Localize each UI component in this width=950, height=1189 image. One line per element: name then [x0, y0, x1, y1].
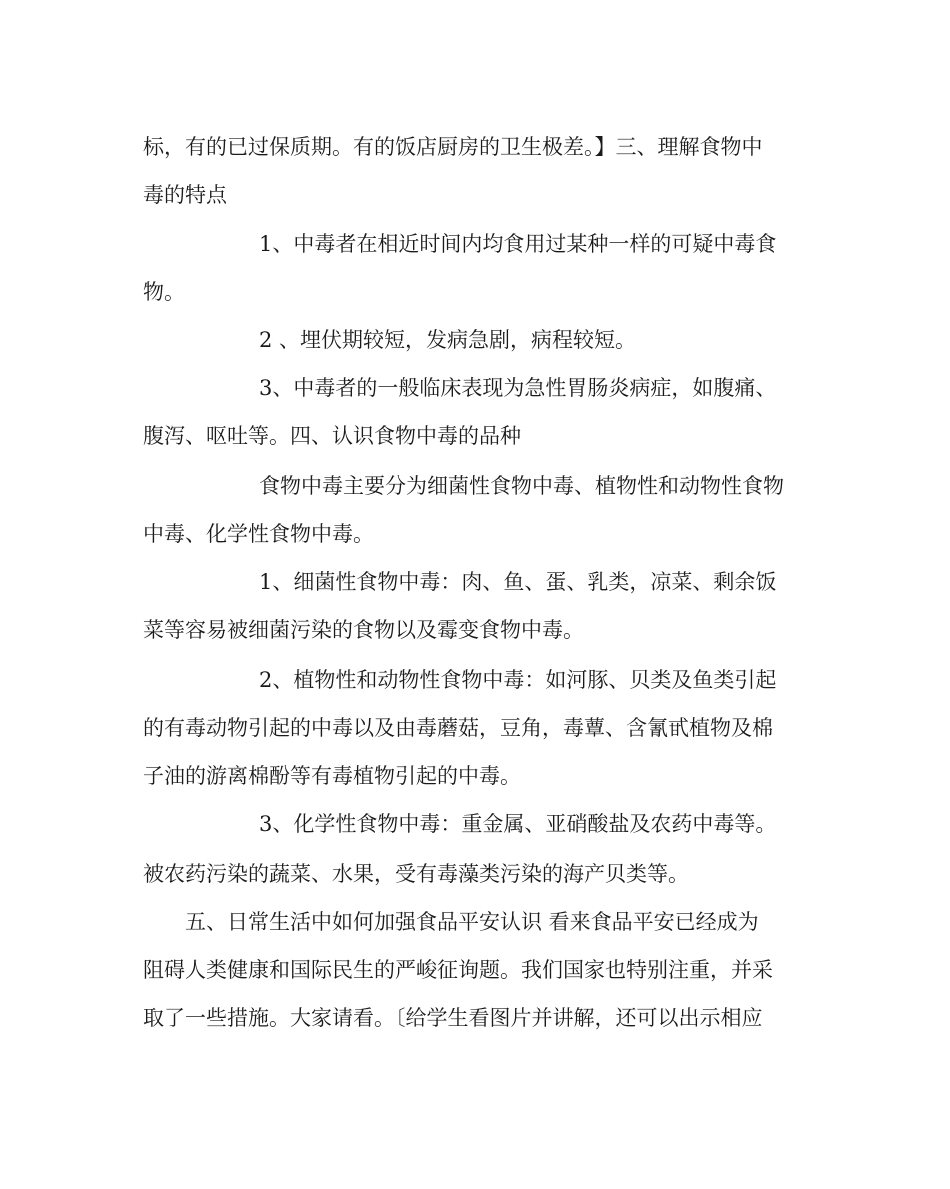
text-line: 1、中毒者在相近时间内均食用过某种一样的可疑中毒食 — [259, 232, 777, 256]
text-line: 2、植物性和动物性食物中毒：如河豚、贝类及鱼类引起 — [259, 668, 777, 692]
text-line: 被农药污染的蔬菜、水果，受有毒藻类污染的海产贝类等。 — [143, 862, 689, 886]
text-line: 五、日常生活中如何加强食品平安认识 看来食品平安已经成为 — [185, 910, 759, 934]
text-line: 标，有的已过保质期。有的饭店厨房的卫生极差。】三、理解食物中 — [143, 135, 763, 159]
text-line: 腹泻、呕吐等。四、认识食物中毒的品种 — [143, 424, 521, 448]
text-line: 菜等容易被细菌污染的食物以及霉变食物中毒。 — [143, 618, 584, 642]
text-line: 3、中毒者的一般临床表现为急性胃肠炎病症，如腹痛、 — [259, 376, 777, 400]
text-line: 食物中毒主要分为细菌性食物中毒、植物性和动物性食物 — [259, 474, 784, 498]
text-line: 1、细菌性食物中毒：肉、鱼、蛋、乳类，凉菜、剩余饭 — [259, 570, 777, 594]
text-line: 的有毒动物引起的中毒以及由毒蘑菇，豆角，毒蕈、含氰甙植物及棉 — [143, 716, 773, 740]
text-line: 子油的游离棉酚等有毒植物引起的中毒。 — [143, 764, 521, 788]
text-line: 阻碍人类健康和国际民生的严峻征询题。我们国家也特别注重，并采 — [143, 958, 773, 982]
text-line: 物。 — [143, 280, 185, 304]
text-line: 3、化学性食物中毒：重金属、亚硝酸盐及农药中毒等。 — [259, 812, 777, 836]
text-line: 取了一些措施。大家请看。〔给学生看图片并讲解，还可以出示相应 — [143, 1006, 763, 1030]
text-line: 中毒、化学性食物中毒。 — [143, 522, 374, 546]
text-line: 毒的特点 — [143, 183, 227, 207]
text-line: 2 、埋伏期较短，发病急剧，病程较短。 — [259, 328, 637, 352]
